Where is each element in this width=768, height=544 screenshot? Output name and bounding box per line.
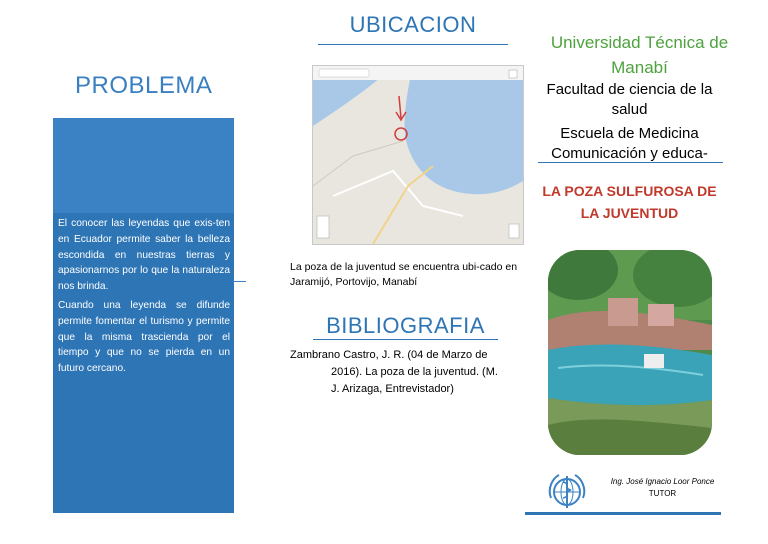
pool-photo-drawing (548, 250, 712, 455)
pool-photo (548, 250, 712, 455)
ubicacion-underline (318, 44, 508, 45)
ubicacion-title: UBICACION (349, 12, 477, 37)
faculty-name: Facultad de ciencia de la salud (546, 81, 713, 118)
reference-line-2: 2016). La poza de la juventud. (M. (331, 366, 498, 378)
panel-divider (232, 281, 246, 282)
brochure-title: LA POZA SULFUROSA DE LA JUVENTUD (542, 183, 717, 221)
school-name: Escuela de Medicina (560, 125, 699, 142)
reference-line-3: J. Arizaga, Entrevistador) (331, 383, 454, 395)
course-underline (538, 162, 723, 163)
bottom-divider (525, 512, 721, 515)
map-image (312, 65, 524, 245)
tutor-role: TUTOR (648, 489, 677, 498)
problem-paragraph-2: Cuando una leyenda se difunde permite fomentar el turismo y permite que la misma trascienda por el tiempo y que no se pierda en un futuro cercano. (58, 299, 230, 375)
problema-title: PROBLEMA (75, 72, 213, 99)
who-emblem-drawing (545, 470, 589, 514)
tutor-name: Ing. José Ignacio Loor Ponce (610, 477, 715, 486)
map-drawing (313, 66, 523, 244)
who-emblem-icon (545, 470, 589, 514)
location-description: La poza de la juventud se encuentra ubi-cado en Jaramijó, Portovijo, Manabí (290, 261, 518, 288)
reference-line-1: Zambrano Castro, J. R. (04 de Marzo de (290, 349, 488, 361)
university-name: Universidad Técnica de Manabí (550, 33, 729, 77)
problem-paragraph-1: El conocer las leyendas que exis-ten en Ecuador permite saber la belleza escondida en nuestras tierras y apasionarnos por lo que la naturaleza nos brinda. (58, 218, 230, 293)
bibliografia-title: BIBLIOGRAFIA (326, 313, 485, 338)
problem-text (58, 216, 230, 380)
course-name: Comunicación y educa- (551, 145, 708, 162)
bibliografia-underline (313, 339, 498, 340)
problem-panel-header-band (53, 118, 234, 213)
